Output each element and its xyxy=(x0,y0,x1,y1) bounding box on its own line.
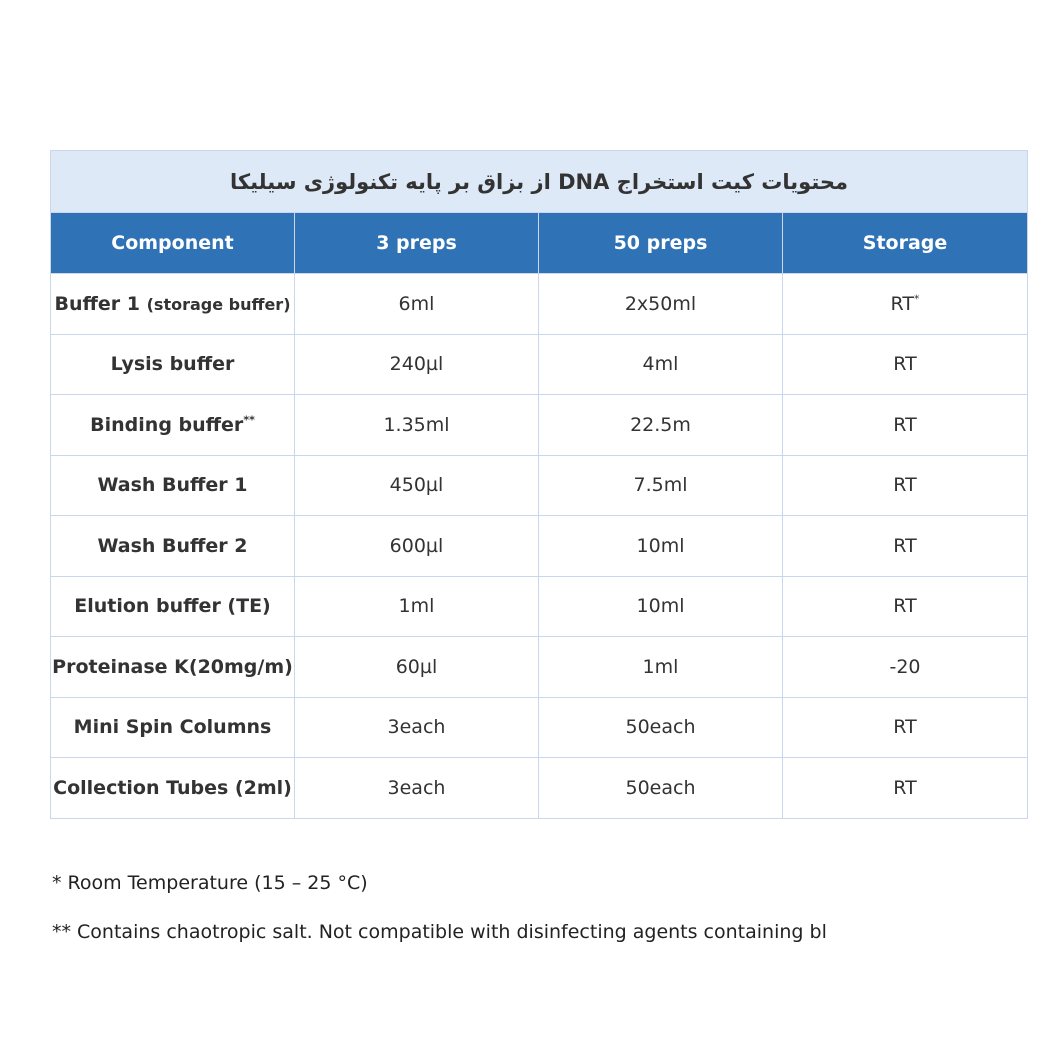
table-row xyxy=(51,576,1028,637)
table-title: محتویات کیت استخراج DNA از بزاق بر پایه تکنولوژی سیلیکا xyxy=(51,151,1028,213)
component-cell: Collection Tubes (2ml) xyxy=(51,758,295,819)
table-row xyxy=(51,758,1028,819)
preps3-cell: 1ml xyxy=(295,576,539,637)
component-name: Lysis buffer xyxy=(110,353,235,376)
preps3-cell: 240µl xyxy=(295,334,539,395)
storage-cell: RT xyxy=(783,334,1028,395)
preps3-cell: 600µl xyxy=(295,516,539,577)
preps50-cell: 4ml xyxy=(539,334,783,395)
storage-cell: -20 xyxy=(783,637,1028,698)
component-name: Buffer 1 xyxy=(54,292,140,315)
header-storage: Storage xyxy=(783,213,1028,274)
component-cell xyxy=(51,274,295,335)
title-row xyxy=(51,151,1028,213)
component-name: Binding buffer xyxy=(90,413,244,436)
kit-contents-table xyxy=(50,150,1028,819)
preps3-cell: 6ml xyxy=(295,274,539,335)
preps3-cell: 3each xyxy=(295,758,539,819)
table-row xyxy=(51,516,1028,577)
storage-footnote-marker: * xyxy=(913,292,920,306)
table-row xyxy=(51,274,1028,335)
component-note: (storage buffer) xyxy=(146,294,291,314)
table-row xyxy=(51,637,1028,698)
preps50-cell: 50each xyxy=(539,758,783,819)
preps50-cell: 2x50ml xyxy=(539,274,783,335)
preps50-cell: 1ml xyxy=(539,637,783,698)
component-cell: Wash Buffer 2 xyxy=(51,516,295,577)
preps50-cell: 7.5ml xyxy=(539,455,783,516)
storage-cell: RT xyxy=(783,516,1028,577)
preps50-cell: 22.5m xyxy=(539,395,783,456)
table-row xyxy=(51,395,1028,456)
component-cell xyxy=(51,334,295,395)
header-50-preps: 50 preps xyxy=(539,213,783,274)
preps3-cell: 450µl xyxy=(295,455,539,516)
storage-cell: RT xyxy=(783,576,1028,637)
storage-cell: RT xyxy=(783,758,1028,819)
header-component: Component xyxy=(51,213,295,274)
header-3-preps: 3 preps xyxy=(295,213,539,274)
storage-cell: RT xyxy=(783,395,1028,456)
preps3-cell: 3each xyxy=(295,697,539,758)
preps3-cell: 60µl xyxy=(295,637,539,698)
component-cell: Elution buffer (TE) xyxy=(51,576,295,637)
storage-cell: RT xyxy=(783,697,1028,758)
component-footnote-marker: ** xyxy=(243,413,255,427)
footnote-room-temperature: * Room Temperature (15 – 25 °C) xyxy=(52,872,368,894)
storage-value: RT xyxy=(890,292,914,315)
preps50-cell: 10ml xyxy=(539,516,783,577)
preps3-cell: 1.35ml xyxy=(295,395,539,456)
footnote-chaotropic-salt: ** Contains chaotropic salt. Not compatible with disinfecting agents containing bl xyxy=(52,921,827,943)
table-row xyxy=(51,334,1028,395)
preps50-cell: 50each xyxy=(539,697,783,758)
component-cell: Proteinase K(20mg/m) xyxy=(51,637,295,698)
component-cell: Mini Spin Columns xyxy=(51,697,295,758)
component-cell xyxy=(51,395,295,456)
table-row xyxy=(51,697,1028,758)
component-cell: Wash Buffer 1 xyxy=(51,455,295,516)
header-row xyxy=(51,213,1028,274)
table-row xyxy=(51,455,1028,516)
storage-cell: RT xyxy=(783,455,1028,516)
storage-cell xyxy=(783,274,1028,335)
preps50-cell: 10ml xyxy=(539,576,783,637)
